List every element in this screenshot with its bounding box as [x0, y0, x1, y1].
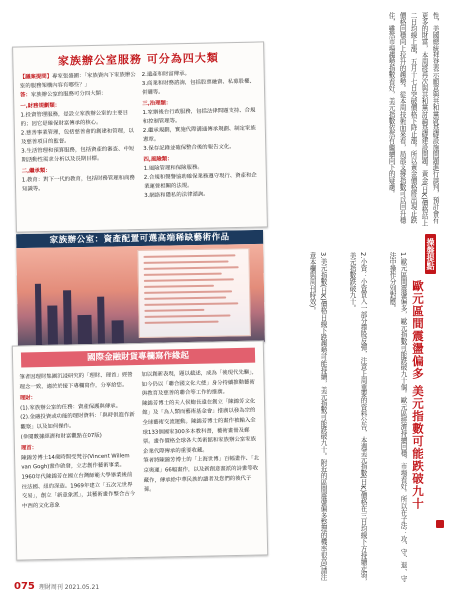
paragraph: 1.教育：對下一代的教育，包括財務管理和商務知識等。: [21, 175, 135, 193]
tower-shape: [63, 290, 72, 345]
paragraph: 2.合規和聲譽協助確保業務遵守現行、資產和企業運營相關的法規。: [143, 172, 257, 190]
paragraph: 2.慈善事業管理，包括慈善會的創建和管理，以及慈善項目的監督。: [20, 128, 134, 146]
paragraph: 3.保存記錄並確保整合後的報告文化。: [143, 144, 235, 152]
paragraph: (參閱數據經濟和財富觀點在07版): [20, 432, 102, 441]
answer-label: 答：: [20, 92, 31, 99]
section-tag: [421, 234, 440, 274]
section-heading: 一,財務規劃類：: [20, 102, 61, 110]
box-column-left: [20, 71, 139, 203]
vertical-text-lower: [293, 252, 408, 587]
section-heading: 二,繼承類：: [21, 167, 51, 175]
paragraph: 1.投資管理服務，是設立家族辦公室的主要目的；因它是確保財富傳承的核心。: [20, 110, 129, 128]
box-column-right: [142, 69, 261, 201]
article-headline: 歐元區間震盪偏多 美元指數可能跌破九十: [411, 280, 425, 511]
column-origin-box: [12, 340, 268, 560]
paragraph: 3.網絡和隱私的法律諮詢。: [144, 191, 209, 199]
paragraph: 加以創新表現，題以截述，成為「後現代先驅」，如今仍以「聯合國文化大使」身分持續推動藝術與教育及慈善的聯合等工作的推廣。: [141, 369, 258, 398]
paragraph: 1.風險管理和保險服務。: [143, 164, 203, 172]
tower-shape: [112, 320, 124, 344]
paragraph: 陳錦芳博士的夫人侯鮑長遠在創立「陳錦芳文化館」及「為人類而藝術基金會」推廣以發為宗的全球藝術交流運動。陳錦芳博士的畫作被輸入全球133個國家300多本教科書，藝術畫冊及郵票。畫作價格全球各大美術館和家族辦公室家族企業代際傳承的重要收藏。: [141, 398, 257, 455]
photo-title: 家族辦公室：資產配置可選高端稀缺藝術作品: [16, 230, 263, 248]
point-3: 3.美元指數(日K)價格日線下跌趨勢可能持續，美元指數可能跌破九十。附近的區間震盪偏多整理的機率很高(請注意本欄與周刊時效)。: [308, 252, 327, 581]
tower-shape: [97, 297, 105, 345]
vertical-article: [272, 12, 440, 592]
paragraph: 1.家辦後台行政服務，包括法律問題支持、合規和控制管理等。: [142, 107, 256, 125]
point-2: 2.小資：小資買入一部分擇股反彈，注意上周重要的資料公告，本週美元指數(日K)價格在三日均線下方持續走弱，美元指數跌破九十。: [348, 252, 367, 585]
paragraph: (2).金融投資或功能的理財資料：「與時俱進作新觀察」以及如何操作。: [20, 412, 135, 431]
box-title: 家族辦公室服務 可分為四大類: [57, 51, 219, 68]
tower-shape: [47, 305, 58, 345]
service-list-left: [20, 100, 138, 194]
answer-line: [20, 89, 136, 100]
section-heading: 理財：: [19, 395, 37, 402]
box-columns: [20, 69, 261, 204]
tower-shape: [77, 315, 92, 345]
section-heading: 三,治理類：: [142, 100, 172, 107]
answer-text: 家族辦公室的服務可分四大類：: [30, 90, 107, 99]
vertical-text-upper: 性，美國總統拜登表示願意與共和黨就基礎設施問題進行談判，預計會有更多的財富，本周將再次與共和黨討論基礎建設問題。黃金(日K)價格站上二日均線上漲，五月十七日突破價格下降止漲。所以黃金價格將出現止跌價格回穩向上拉升的趨勢。從本周技術面來看，局部支撐指數可以回升穩住，雖然市場趨勢指數看好，美元指數依然有繼續向下的疑慮。: [387, 12, 439, 227]
tower-shape: [35, 284, 42, 346]
family-office-services-box: [12, 41, 268, 232]
skyline-artwork-image: [16, 244, 265, 346]
art-asset-photo-box: [16, 230, 265, 346]
point-1: 1.歐元區間震盪偏多，歐元指數可能跌破九十個。歐元區經濟持續回穩，市場看好。所以在子法：攻、守、退、守法中操作分別對應。: [388, 252, 407, 582]
section-heading: 理首：: [20, 445, 38, 452]
section-heading: 四,風險類：: [143, 156, 173, 163]
service-list-right: [142, 69, 261, 201]
section-tag-label: 操盤提點: [425, 234, 436, 274]
paragraph: (1).家族辦公室的任務：資產保護與傳承。: [20, 403, 122, 412]
column-origin-columns: [19, 369, 260, 512]
paragraph: 3.生活管理和預算服務，包括資產的審查、中短期活動性需求分析以及長期目標。: [21, 146, 135, 164]
lead-label: 【議案提問】: [19, 73, 53, 81]
author-stamp-icon: [436, 520, 444, 528]
artwork-text-overlay: [137, 248, 251, 338]
paragraph: 3.商業和財務諮詢，包括股票融資、私募股權、併購等。: [141, 78, 255, 96]
paragraph: 筆者將陳錦芳博士的「上海世博」百幅畫作、「北京奧運」66幅畫作，以及新創意畫派的詩畫等收藏作，傳承給中華民族的讀者及您們的後代子孫。: [143, 455, 260, 494]
column-origin-right: [141, 369, 260, 510]
paragraph: 筆者因理財集團沉浸研究的「理財、理首」經營理念一致，適於於接下專欄寫作，分享給您。: [19, 372, 133, 391]
paragraph: 陳錦芳博士14歲時開受梵谷(Vincent Willem van Gogh)畫作啟發，立志創作藝術事業。1960年代陳錦芳在國立台灣師範大學畢業後前往法國、紐約深造。1969年建立「五次元世界交易」，創立「新意象派」，其藝術畫作整合古今中西的文化意象: [21, 452, 136, 510]
publication-info: 理財周刊 2021.05.21: [38, 584, 100, 591]
paragraph: 2.繼承規劃，實施代際溝通傳承規劃、制定家族憲章。: [142, 125, 256, 143]
page-number: 075: [14, 581, 35, 592]
column-origin-title: 國際金融財貨專欄寫作緣起: [21, 348, 255, 368]
paragraph: 2.遺產和財富傳承。: [141, 70, 191, 78]
page-footer: [14, 581, 99, 592]
column-origin-left: [19, 371, 138, 512]
lead-text: 專家張盛團：「家族資內下家族辦公室的服務架構內容有哪些？」: [19, 72, 136, 90]
